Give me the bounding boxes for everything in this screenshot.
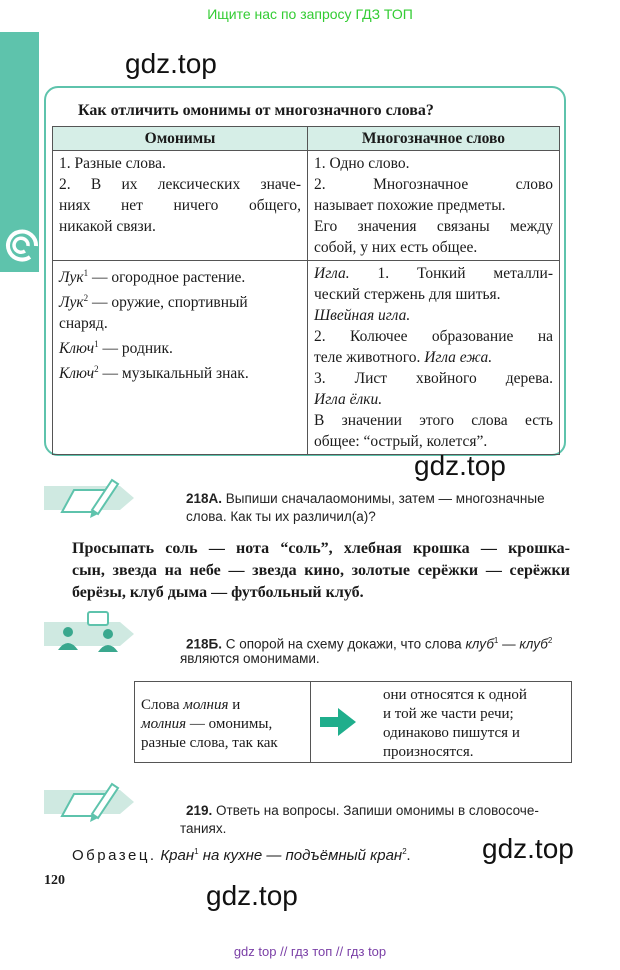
exercise-218b-line2: являются омонимами.: [180, 651, 320, 666]
cell-homonyms-def: [53, 151, 308, 261]
homonym-index: 2: [94, 364, 99, 375]
scheme-left-box: [134, 681, 310, 763]
homonym-index: 1: [493, 636, 499, 645]
example-meaning: — родник.: [98, 340, 173, 358]
exercise-text: Ответь на вопросы. Запиши омонимы в словосоче-: [212, 803, 539, 818]
pencil-writing-icon: [44, 476, 136, 520]
text-line: 2. В их лексических значе-: [59, 176, 301, 193]
text-line: 1. Одно слово.: [314, 155, 410, 172]
example-line: [314, 347, 553, 368]
scheme-word: молния: [183, 697, 229, 713]
scheme-line: и той же части речи;: [383, 706, 514, 722]
exercise-number: 218А.: [186, 491, 223, 506]
example-line: общее: “острый, колется”.: [314, 433, 488, 450]
example-line: [59, 263, 301, 288]
exercise-text: С опорой на схему докажи, что слова: [221, 636, 466, 652]
top-banner[interactable]: Ищите нас по запросу ГДЗ ТОП: [207, 6, 413, 22]
pencil-writing-icon: [44, 780, 136, 824]
example-line: [314, 263, 553, 284]
header-polysemous: Многозначное слово: [308, 127, 560, 151]
cell-polysemous-examples: [308, 261, 560, 455]
example-word: Ключ: [59, 340, 95, 358]
example-line: [314, 389, 553, 410]
example-meaning: теле животного.: [314, 349, 425, 366]
homonym-index: 1: [194, 847, 199, 856]
exercise-number: 218Б.: [186, 636, 222, 652]
text-line: сын, звезда на небе — звезда кино, золотые серёжки — серёжки: [72, 562, 570, 579]
exercise-218a-words: [72, 538, 570, 604]
scheme-text: и: [228, 697, 241, 713]
scheme-text: — омонимы,: [186, 716, 273, 732]
text-line: ниях нет ничего общего,: [59, 197, 301, 214]
example-meaning: снаряд.: [59, 315, 108, 333]
example-phrase: Швейная игла.: [314, 307, 411, 324]
sample-text: .: [406, 848, 411, 864]
exercise-word: клуб: [465, 636, 494, 652]
example-line: 3. Лист хвойного дерева.: [314, 370, 553, 387]
exercise-218a-line1: [186, 490, 545, 508]
example-line: В значении этого слова есть: [314, 412, 553, 429]
text-line: 1. Разные слова.: [59, 155, 166, 172]
homonym-index: 2: [402, 847, 407, 856]
sample-line: [72, 847, 410, 865]
text-line: никакой связи.: [59, 218, 156, 235]
example-meaning: 1. Тонкий металли-: [349, 265, 553, 282]
example-line: [314, 305, 553, 326]
example-meaning: — музыкальный знак.: [98, 365, 249, 383]
example-phrase: Игла ежа.: [424, 349, 493, 366]
exercise-219-line1: [186, 802, 539, 820]
scheme-line: произносятся.: [383, 744, 474, 760]
exercise-word: клуб: [519, 636, 548, 652]
example-line: [59, 359, 301, 384]
watermark: gdz.top: [125, 48, 217, 79]
scheme-word: молния: [141, 716, 187, 732]
header-homonyms: Омонимы: [53, 127, 308, 151]
watermark: gdz.top: [482, 833, 574, 864]
example-phrase: Игла ёлки.: [314, 391, 383, 408]
page-number: 120: [44, 873, 65, 888]
example-word: Лук: [59, 294, 84, 312]
sample-word: Кран: [160, 847, 195, 864]
watermark: gdz.top: [206, 880, 298, 911]
homonym-index: 2: [547, 636, 553, 645]
exercise-218a-line2: слова. Как ты их различил(а)?: [186, 509, 376, 524]
scheme-line: [141, 715, 304, 734]
example-word: Игла.: [314, 265, 350, 282]
text-line: Просыпать соль — нота “соль”, хлебная крошка — крошка-: [72, 540, 570, 557]
example-word: Ключ: [59, 365, 95, 383]
example-word: Лук: [59, 269, 84, 287]
example-meaning: — огородное растение.: [88, 269, 246, 287]
text-line: берёзы, клуб дыма — футбольный клуб.: [72, 584, 364, 601]
exercise-number: 219.: [186, 803, 213, 818]
cell-polysemous-def: [308, 151, 560, 261]
scheme-line: [141, 696, 304, 715]
example-line: [59, 334, 301, 359]
example-meaning: — оружие, спортивный: [88, 294, 248, 312]
sample-label: Образец.: [72, 847, 157, 864]
watermark: gdz.top: [414, 450, 506, 481]
scheme-line: одинаково пишутся и: [383, 725, 520, 741]
example-line: ческий стержень для шитья.: [314, 286, 501, 303]
scheme-line: разные слова, так как: [141, 735, 278, 751]
dialogue-people-icon: [44, 610, 136, 654]
exercise-text: —: [498, 636, 520, 652]
homonym-index: 1: [94, 339, 99, 350]
exercise-text: Выпиши сначалаомонимы, затем — многозначные: [222, 491, 545, 506]
cell-homonyms-examples: [53, 261, 308, 455]
text-line: Его значения связаны между: [314, 218, 553, 235]
example-line: [59, 313, 301, 334]
example-line: [59, 288, 301, 313]
homonym-index: 1: [83, 268, 89, 278]
homonym-index: 2: [83, 293, 89, 304]
text-line: 2. Многозначное слово: [314, 176, 553, 193]
arrow-right-icon: [320, 708, 356, 736]
scheme-text: Слова: [141, 697, 184, 713]
comparison-table: [52, 126, 560, 455]
text-line: называет похожие предметы.: [314, 197, 506, 214]
example-line: 2. Колючее образование на: [314, 328, 553, 345]
spiral-icon: [2, 228, 42, 264]
exercise-219-line2: таниях.: [180, 821, 227, 836]
rule-box-title: Как отличить омонимы от многозначного слова?: [78, 102, 434, 119]
text-line: собой, у них есть общее.: [314, 239, 478, 256]
sample-phrase: на кухне — подъёмный кран: [198, 847, 403, 864]
footer-links[interactable]: gdz top // гдз топ // гдз top: [233, 944, 387, 959]
scheme-line: они относятся к одной: [383, 687, 527, 703]
